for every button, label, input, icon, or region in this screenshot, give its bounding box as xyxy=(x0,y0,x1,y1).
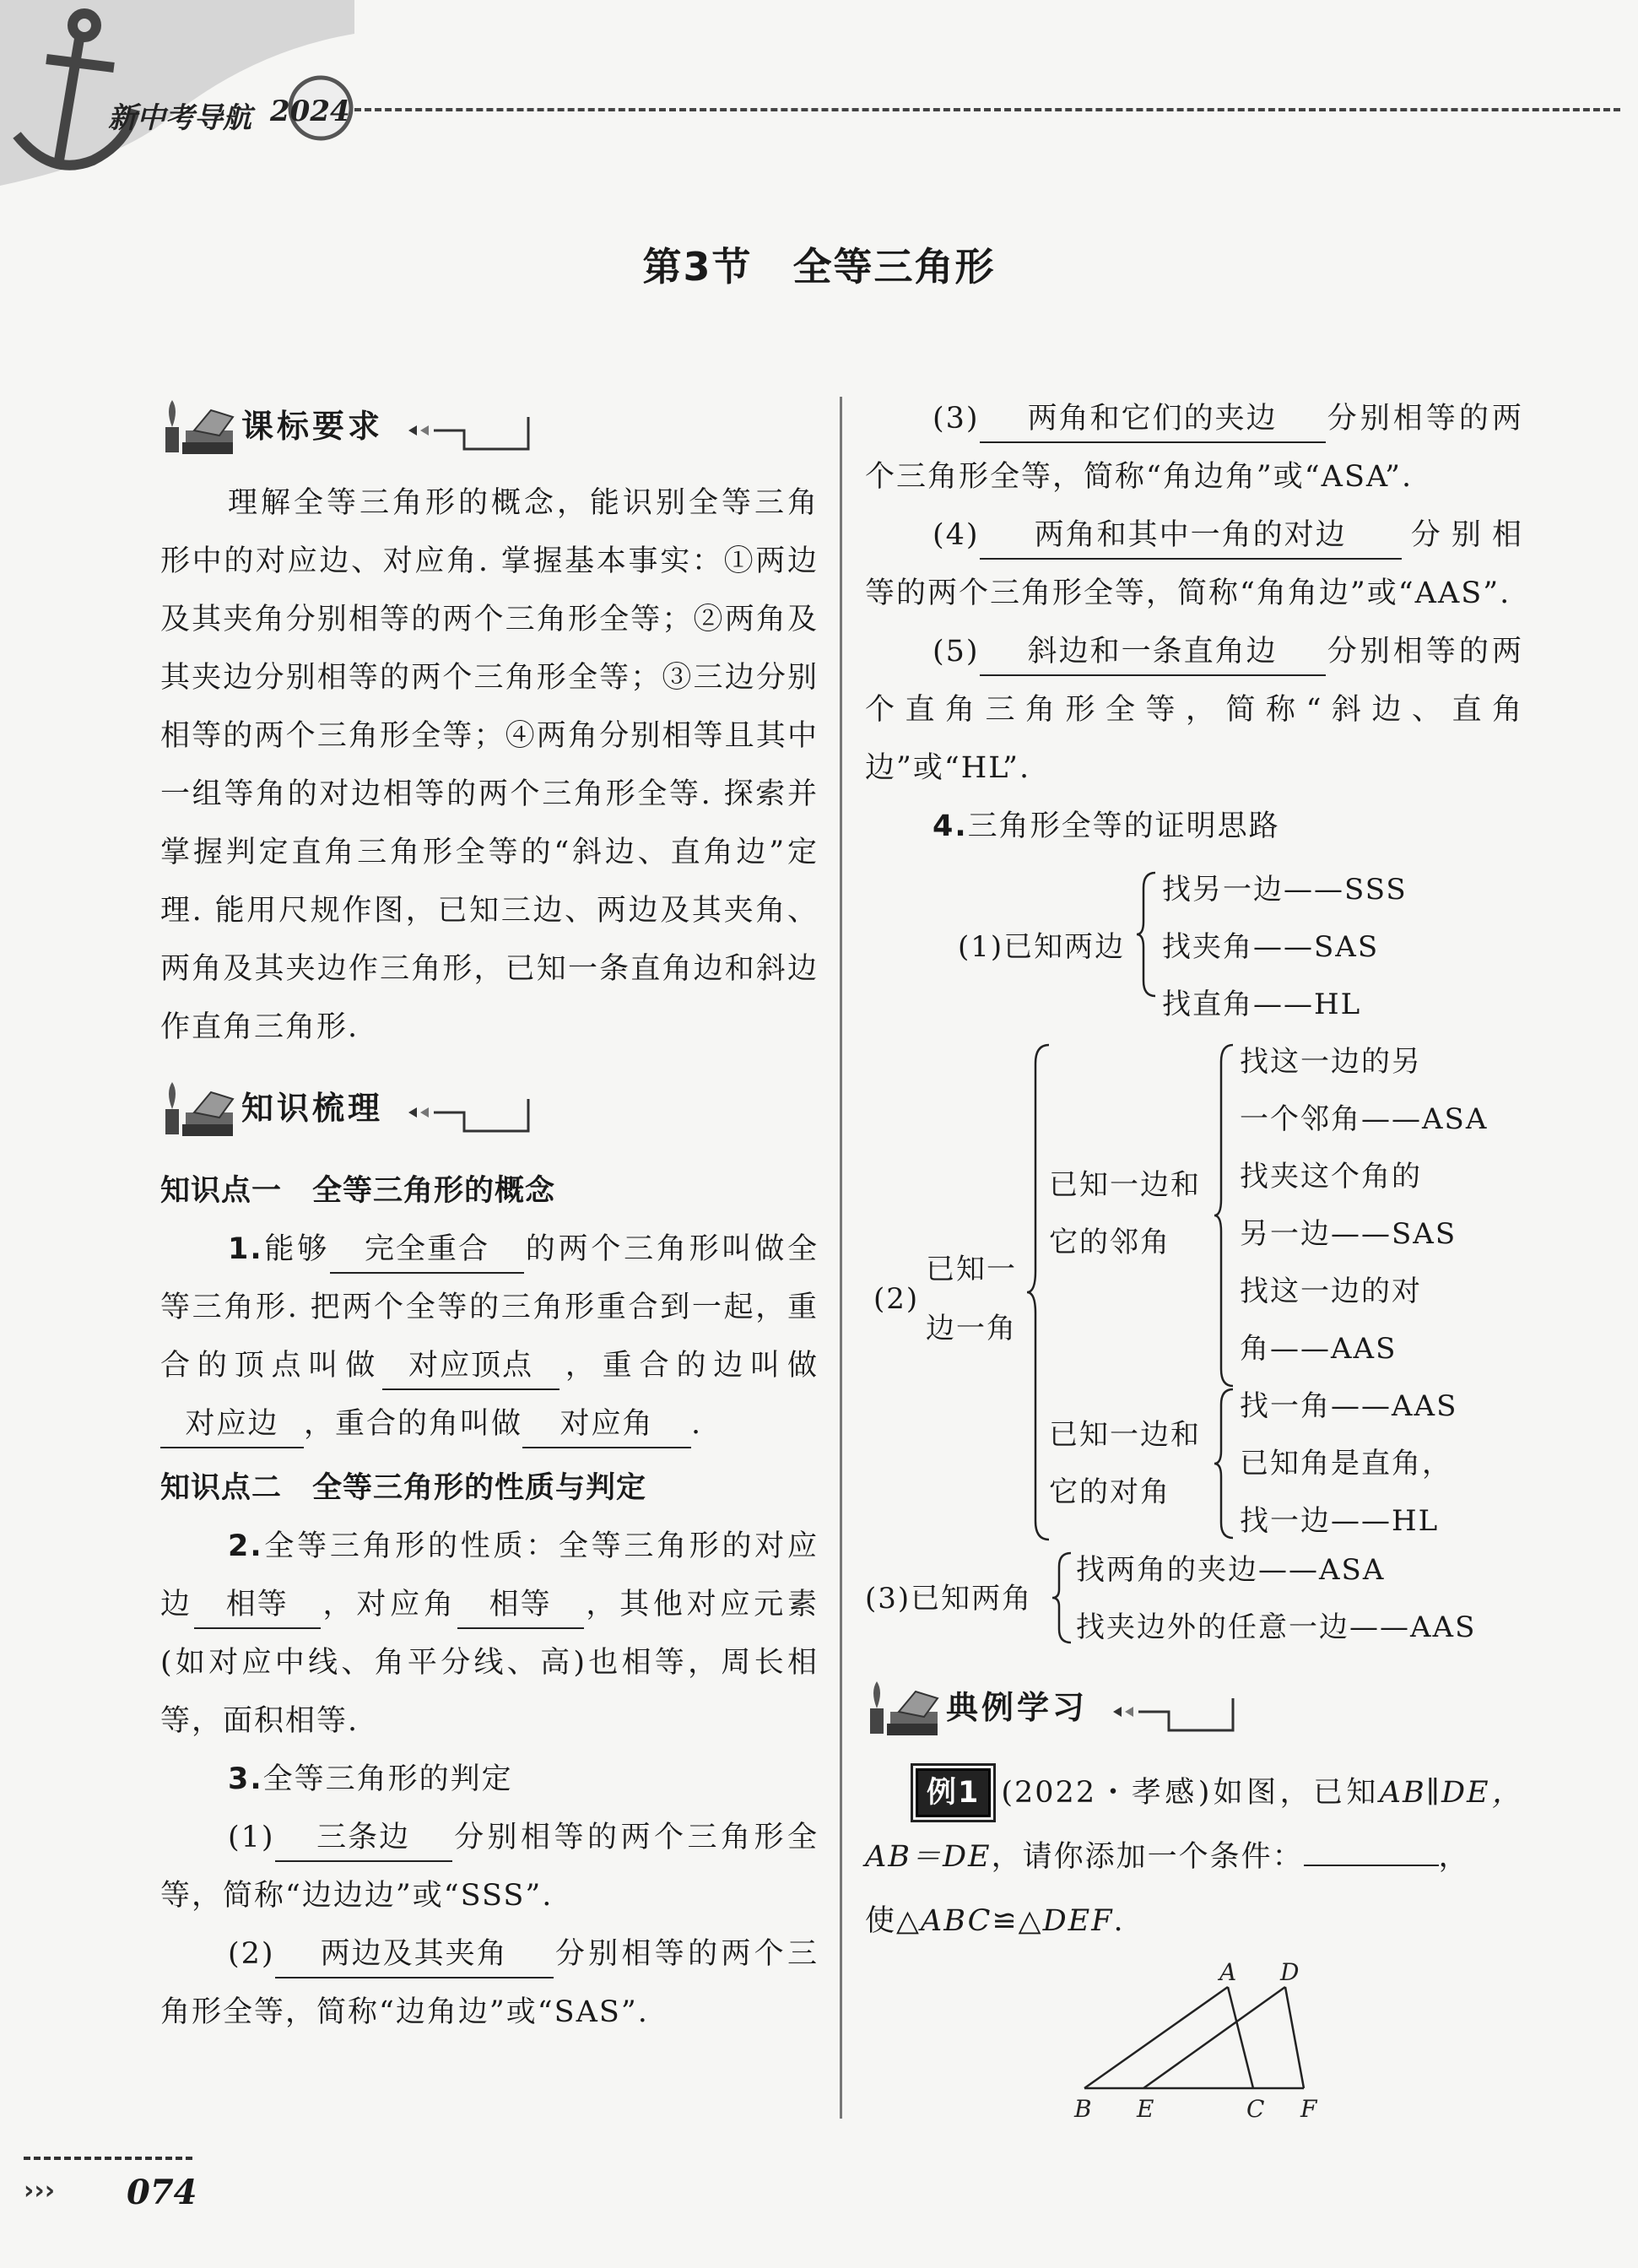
text-run: (4) xyxy=(933,518,980,552)
text-run: 分别相等的两个三角形全等，简称“边边边”或“SSS”. xyxy=(160,1821,819,1913)
text-run: (3) xyxy=(933,402,980,436)
footer-arrows-icon: ››› xyxy=(24,2176,56,2206)
label-d: D xyxy=(1280,1962,1300,1986)
label-e: E xyxy=(1137,2095,1154,2122)
brace-icon xyxy=(1214,1388,1235,1540)
tree-item: 找夹边外的任意一边——AAS xyxy=(1076,1610,1477,1644)
arrow-tail-icon xyxy=(405,405,532,456)
text-run: 分别相等的两个直角三角形全等，简称“斜边、直角边”或“HL”. xyxy=(865,635,1523,785)
text-run: 全等三角形的判定 xyxy=(262,1762,513,1796)
item-number: 1. xyxy=(228,1232,263,1266)
section-heading-requirements xyxy=(160,388,819,466)
books-plant-icon xyxy=(865,1675,941,1742)
answer-blank xyxy=(1304,1865,1439,1866)
text-run: . xyxy=(691,1407,703,1441)
tree-item: 已知角是直角， xyxy=(1240,1447,1452,1480)
criterion-sss xyxy=(160,1809,819,1925)
triangle-figure xyxy=(1059,1962,1414,2122)
text-run: 分别相等的两个三角形全等，简称“角边角”或“ASA”. xyxy=(865,402,1523,494)
math-run: DEF xyxy=(1042,1904,1114,1938)
brace-icon xyxy=(1137,871,1157,998)
tree-item: 找另一边——SSS xyxy=(1162,873,1408,907)
header-brand: 新中考导航 xyxy=(108,101,251,135)
brace-icon xyxy=(1027,1043,1051,1541)
tree-item: 找直角——HL xyxy=(1162,988,1362,1021)
answer-blank: 对应边 xyxy=(160,1401,304,1448)
example-1-text xyxy=(865,1761,1523,1953)
text-run: ，对应角 xyxy=(320,1588,457,1621)
segment-ed xyxy=(1143,1987,1285,2088)
text-run: ∥ xyxy=(1425,1776,1441,1810)
segment-df xyxy=(1285,1987,1304,2088)
segment-ab xyxy=(1084,1987,1228,2088)
label-b: B xyxy=(1074,2095,1092,2122)
section-label: 典例学习 xyxy=(946,1689,1089,1726)
tree-item: 找一边——HL xyxy=(1240,1504,1440,1538)
text-run: 分别相等的两个三角形全等，简称“边角边”或“SAS”. xyxy=(160,1937,819,2029)
proof-ideas-title xyxy=(865,798,1523,856)
section-heading-examples xyxy=(865,1670,1523,1747)
text-run: ， xyxy=(1438,1840,1470,1874)
tree-label: 已知一边和 xyxy=(1049,1418,1201,1452)
tree-item: 一个邻角——ASA xyxy=(1240,1102,1489,1136)
right-column xyxy=(865,390,1523,2125)
answer-blank: 三条边 xyxy=(275,1815,452,1862)
tree-item: 找一角——AAS xyxy=(1240,1389,1458,1423)
knowledge-point-2-text xyxy=(160,1518,819,1751)
item-number: 3. xyxy=(228,1762,263,1796)
text-run: 如图，已知 xyxy=(1211,1776,1380,1810)
tree-label: 它的邻角 xyxy=(1049,1226,1170,1259)
tree-item: 找夹这个角的 xyxy=(1240,1160,1422,1194)
text-run: ，重合的边叫做 xyxy=(560,1349,819,1383)
math-run: DE，AB＝DE xyxy=(865,1776,1523,1874)
tree-item: 另一边——SAS xyxy=(1240,1217,1457,1251)
answer-blank: 两边及其夹角 xyxy=(275,1931,554,1978)
text-run: ≌△ xyxy=(992,1904,1043,1938)
answer-blank: 对应角 xyxy=(522,1401,691,1448)
text-run: 三角形全等的证明思路 xyxy=(967,809,1280,843)
text-run: ，请你添加一个条件： xyxy=(991,1840,1304,1874)
tree-label: (1)已知两边 xyxy=(958,930,1126,964)
left-column xyxy=(160,388,819,2042)
criterion-sas xyxy=(160,1925,819,2042)
text-run: ，重合的角叫做 xyxy=(304,1407,523,1441)
answer-blank: 两角和其中一角的对边 xyxy=(980,512,1402,560)
text-run: ，其他对应元素(如对应中线、角平分线、高)也相等，周长相等，面积相等. xyxy=(160,1588,819,1738)
tree-label: 边一角 xyxy=(926,1312,1017,1345)
tree-item: 角——AAS xyxy=(1240,1332,1397,1366)
text-run: 全等三角形的性质：全等三角形的对应边 xyxy=(160,1529,819,1621)
tree-item: 找夹角——SAS xyxy=(1162,930,1380,964)
section-label: 知识梳理 xyxy=(241,1090,384,1127)
requirements-text: 理解全等三角形的概念，能识别全等三角形中的对应边、对应角. 掌握基本事实：①两边及其夹角分别相等的两个三角形全等；②两角及其夹边分别相等的两个三角形全等；③三边分别相等的两个三角形全等；④两角分别相等且其中一组等角的对边相等的两个三角形全等. 探索并掌握判定直角三角形全等的“斜边、直角边”定理. 能用尺规作图，已知三边、两边及其夹角、两角及其夹边作三角形，已知一条直角边和斜边作直角三角形. xyxy=(160,486,819,1044)
tree-label: 它的对角 xyxy=(1049,1475,1170,1509)
math-run: AB xyxy=(1379,1776,1426,1810)
tree-item: 找两角的夹边——ASA xyxy=(1076,1553,1386,1587)
tree-label: 已知一边和 xyxy=(1049,1168,1201,1202)
header-band xyxy=(0,0,354,186)
text-run: (1) xyxy=(228,1821,275,1854)
text-run: 的两个三角形叫做全等三角形. 把两个全等的三角形重合到一起，重合的顶点叫做 xyxy=(160,1232,819,1383)
answer-blank: 完全重合 xyxy=(330,1226,524,1274)
text-run: 能够 xyxy=(262,1232,330,1266)
brace-icon xyxy=(1214,1043,1235,1388)
proof-ideas-tree xyxy=(865,856,1523,1644)
section-label: 课标要求 xyxy=(241,408,384,445)
answer-blank: 相等 xyxy=(194,1582,321,1629)
segment-ac xyxy=(1228,1987,1253,2088)
label-c: C xyxy=(1246,2095,1265,2122)
brace-icon xyxy=(1052,1551,1073,1644)
tree-label: (3)已知两角 xyxy=(865,1582,1033,1616)
text-run: 分别相等的两个三角形全等，简称“角角边”或“AAS”. xyxy=(865,518,1523,610)
example-source: (2022・孝感) xyxy=(1001,1776,1212,1810)
column-divider xyxy=(840,397,842,2119)
judgement-title xyxy=(160,1751,819,1809)
criterion-asa xyxy=(865,390,1523,506)
tree-label: 已知一 xyxy=(926,1253,1017,1286)
item-number: 2. xyxy=(228,1529,263,1563)
arrow-tail-icon xyxy=(405,1087,532,1138)
criterion-hl xyxy=(865,623,1523,798)
section-heading-knowledge xyxy=(160,1070,819,1148)
text-run: (2) xyxy=(228,1937,275,1971)
header-dashed-rule xyxy=(354,108,1620,111)
footer-dashed-rule xyxy=(24,2157,192,2160)
books-plant-icon xyxy=(160,1075,236,1143)
label-f: F xyxy=(1300,2095,1317,2122)
answer-blank: 斜边和一条直角边 xyxy=(980,629,1326,676)
page-number: 074 xyxy=(127,2173,197,2212)
text-run: 使△ xyxy=(865,1904,921,1938)
tree-label: (2) xyxy=(873,1282,920,1316)
answer-blank: 相等 xyxy=(457,1582,584,1629)
knowledge-point-2-heading: 知识点二 全等三角形的性质与判定 xyxy=(160,1471,647,1505)
item-number: 4. xyxy=(933,809,968,843)
knowledge-point-1-heading: 知识点一 全等三角形的概念 xyxy=(160,1174,556,1208)
example-tag: 例1 xyxy=(916,1768,991,1817)
math-run: ABC xyxy=(920,1904,992,1938)
knowledge-point-1-text xyxy=(160,1221,819,1453)
header-year: 2024 xyxy=(270,95,350,128)
criterion-aas xyxy=(865,506,1523,623)
answer-blank: 对应顶点 xyxy=(382,1343,560,1390)
text-run: (5) xyxy=(933,635,980,668)
text-run: . xyxy=(1113,1904,1125,1938)
tree-item: 找这一边的另 xyxy=(1240,1045,1422,1079)
label-a: A xyxy=(1219,1962,1237,1986)
tree-item: 找这一边的对 xyxy=(1240,1275,1422,1308)
answer-blank: 两角和它们的夹边 xyxy=(980,396,1326,443)
arrow-tail-icon xyxy=(1110,1686,1236,1737)
books-plant-icon xyxy=(160,393,236,461)
page-title: 第3节 全等三角形 xyxy=(642,244,996,290)
